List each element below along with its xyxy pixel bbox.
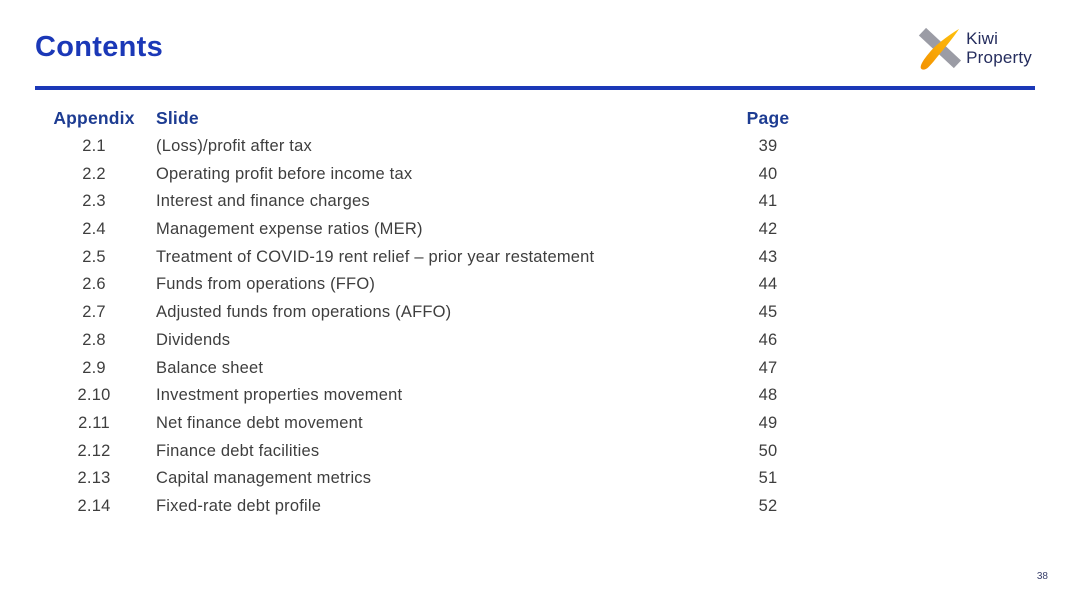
page-title: Contents (35, 31, 164, 63)
contents-table-header (50, 105, 806, 133)
appendix-number: 2.10 (77, 386, 111, 405)
toc-row (50, 271, 806, 299)
contents-table-body (50, 133, 806, 521)
toc-row (50, 133, 806, 161)
slide-title: Operating profit before income tax (156, 164, 413, 183)
page-number: 40 (758, 164, 778, 183)
toc-row (50, 437, 806, 465)
toc-row (50, 493, 806, 521)
appendix-number: 2.1 (82, 137, 106, 156)
toc-row (50, 327, 806, 355)
slide-title: Dividends (156, 330, 231, 349)
slide-title: Funds from operations (FFO) (156, 275, 376, 294)
page-number: 51 (758, 469, 778, 488)
header-slide: Slide (156, 108, 199, 129)
page-number: 39 (758, 137, 778, 156)
appendix-number: 2.13 (77, 469, 111, 488)
toc-row (50, 216, 806, 244)
appendix-number: 2.9 (82, 358, 106, 377)
toc-row (50, 382, 806, 410)
slide-title: Net finance debt movement (156, 413, 363, 432)
page-number: 50 (758, 441, 778, 460)
appendix-number: 2.11 (78, 413, 110, 432)
page-number: 44 (758, 275, 778, 294)
slide-title: Balance sheet (156, 358, 264, 377)
appendix-number: 2.8 (82, 330, 106, 349)
page-number: 49 (758, 413, 778, 432)
page-number: 41 (758, 192, 778, 211)
toc-row (50, 299, 806, 327)
slide-title: Management expense ratios (MER) (156, 220, 423, 239)
appendix-number: 2.14 (77, 496, 111, 515)
slide-title: Fixed-rate debt profile (156, 496, 322, 515)
contents-table (50, 105, 806, 520)
kiwi-x-icon (916, 26, 962, 70)
slide-title: (Loss)/profit after tax (156, 137, 312, 156)
page-number: 46 (758, 330, 778, 349)
slide-title: Adjusted funds from operations (AFFO) (156, 303, 452, 322)
toc-row (50, 354, 806, 382)
toc-row (50, 188, 806, 216)
slide-title: Capital management metrics (156, 469, 372, 488)
logo-wordmark (966, 29, 1032, 67)
slide-title: Investment properties movement (156, 386, 403, 405)
slide-title: Treatment of COVID-19 rent relief – prior year restatement (156, 247, 595, 266)
appendix-number: 2.7 (82, 303, 106, 322)
slide-title: Interest and finance charges (156, 192, 370, 211)
header-page: Page (746, 108, 790, 129)
toc-row (50, 465, 806, 493)
appendix-number: 2.12 (77, 441, 111, 460)
slide-title: Finance debt facilities (156, 441, 320, 460)
toc-row (50, 410, 806, 438)
page-number: 45 (758, 303, 778, 322)
kiwi-property-logo (916, 26, 1032, 70)
page-number: 43 (758, 247, 778, 266)
toc-row (50, 243, 806, 271)
page-number: 47 (758, 358, 778, 377)
appendix-number: 2.6 (82, 275, 106, 294)
logo-word-property: Property (966, 48, 1032, 67)
logo-word-kiwi: Kiwi (966, 29, 999, 48)
slide-page-number: 38 (1036, 571, 1048, 582)
page-number: 48 (758, 386, 778, 405)
appendix-number: 2.4 (82, 220, 106, 239)
page-number: 42 (758, 220, 778, 239)
toc-row (50, 160, 806, 188)
appendix-number: 2.2 (82, 164, 106, 183)
header-appendix: Appendix (53, 108, 135, 129)
title-divider (35, 86, 1035, 90)
page-number: 52 (758, 496, 778, 515)
appendix-number: 2.3 (82, 192, 106, 211)
appendix-number: 2.5 (82, 247, 106, 266)
